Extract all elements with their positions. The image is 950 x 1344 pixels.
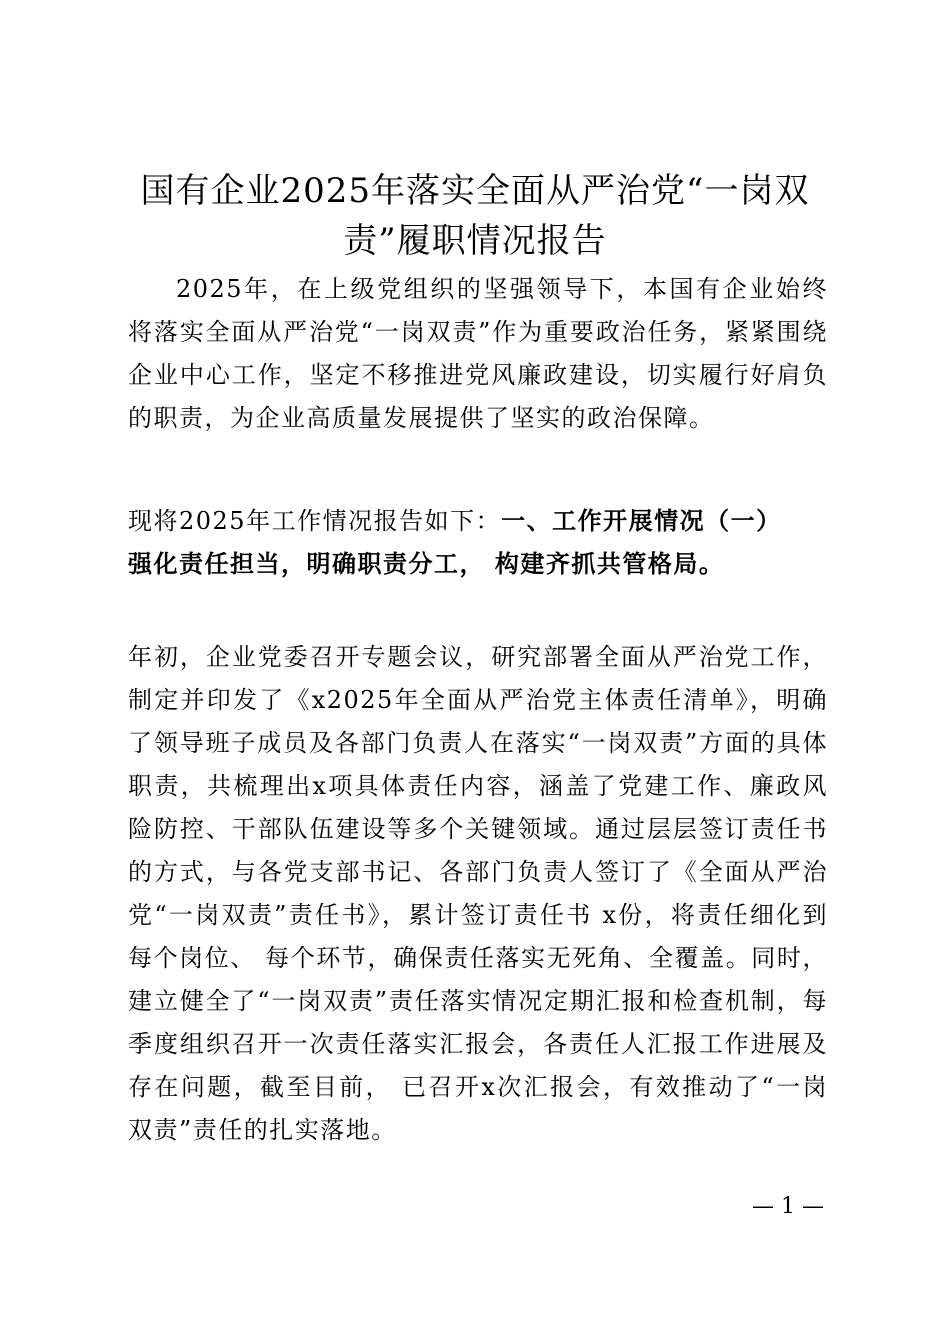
- document-title: 国有企业2025年落实全面从严治党“一岗双责”履职情况报告: [140, 171, 810, 261]
- report-lead-line: [128, 499, 828, 543]
- intro-paragraph: 2025年，在上级党组织的坚强领导下，本国有企业始终将落实全面从严治党“一岗双责”作为重要政治任务，紧紧围绕企业中心工作，坚定不移推进党风廉政建设，切实履行好肩负的职责，为企业高质量发展提供了坚实的政治保障。: [128, 275, 828, 432]
- report-lead-text: 现将2025年工作情况报告如下：: [128, 507, 502, 535]
- subsection-heading: 强化责任担当，明确职责分工， 构建齐抓共管格局。: [128, 549, 725, 578]
- section-heading: 一、工作开展情况（一）: [501, 506, 782, 535]
- body-paragraph: 年初，企业党委召开专题会议，研究部署全面从严治党工作，制定并印发了《x2025年全面从严治党主体责任清单》，明确了领导班子成员及各部门负责人在落实“一岗双责”方面的具体职责，共梳理出x项具体责任内容，涵盖了党建工作、廉政风险防控、干部队伍建设等多个关键领域。通过层层签订责任书的方式，与各党支部书记、各部门负责人签订了《全面从严治党“一岗双责”责任书》，累计签订责任书 x份，将责任细化到每个岗位、 每个环节，确保责任落实无死角、全覆盖。同时，建立健全了“一岗双责”责任落实情况定期汇报和检查机制，每季度组织召开一次责任落实汇报会，各责任人汇报工作进展及存在问题，截至目前， 已召开x次汇报会，有效推动了“一岗双责”责任的扎实落地。: [128, 643, 828, 1144]
- page-number: — 1 —: [752, 1194, 824, 1219]
